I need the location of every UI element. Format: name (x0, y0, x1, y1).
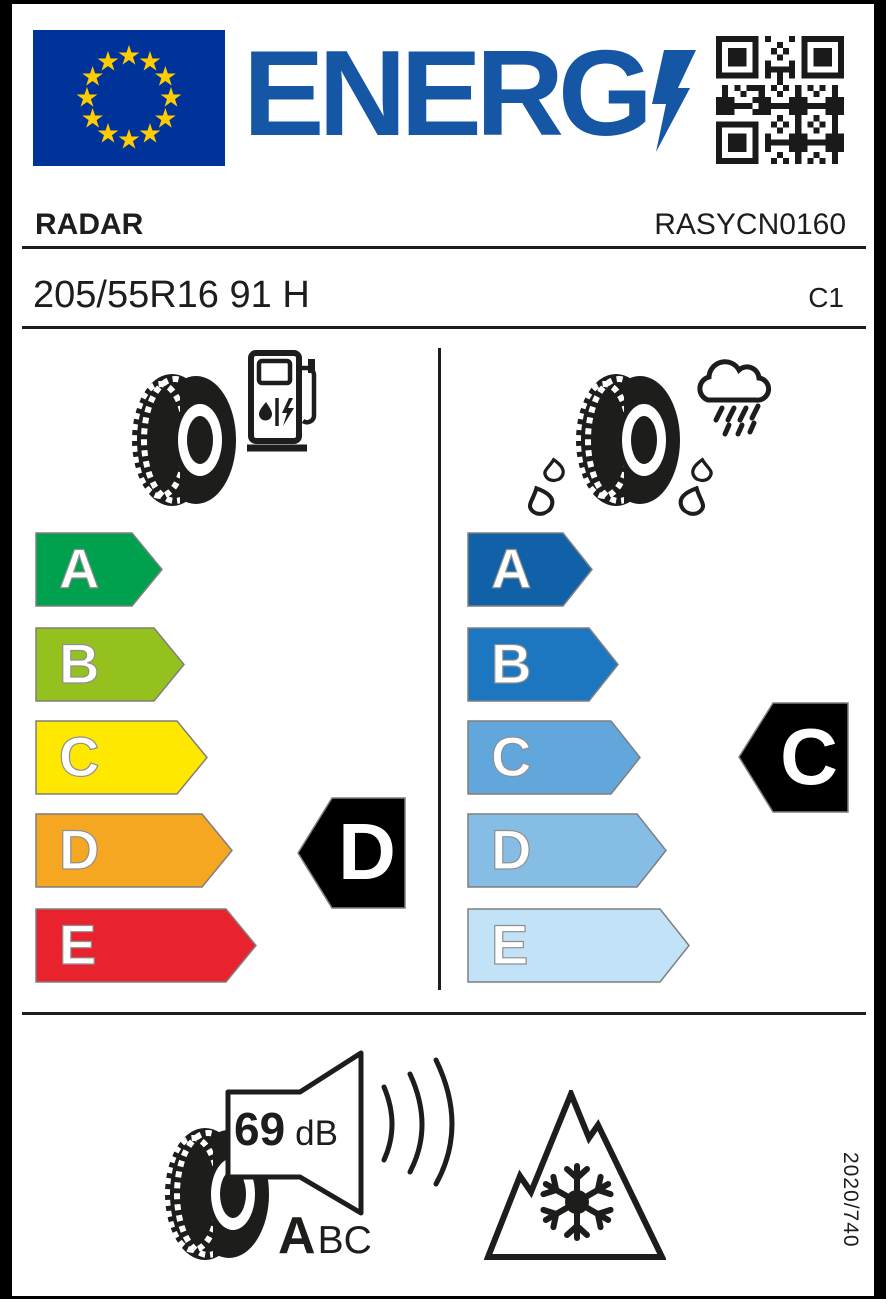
fuel-pump-icon (247, 350, 325, 452)
noise-class-scale (278, 1207, 372, 1265)
wet-scale-letter: D (491, 818, 532, 881)
divider-mid (22, 326, 866, 329)
fuel-scale-letter: B (59, 632, 100, 695)
fuel-scale-letter: A (59, 537, 100, 600)
noise-value-box (234, 1103, 338, 1155)
wet-rating-letter: C (780, 712, 838, 801)
noise-class-rating: A (278, 1207, 316, 1265)
lightning-bolt-icon (652, 50, 696, 152)
tyre-icon (130, 372, 240, 508)
water-splash-icon (518, 480, 561, 522)
noise-class-rest: BC (317, 1219, 372, 1262)
eu-flag-stars: ★ ★ ★ ★ ★ ★ ★ ★ ★ ★ ★ ★ (74, 40, 184, 155)
eu-flag-icon (33, 30, 225, 166)
brand-name: RADAR (35, 208, 144, 241)
fuel-scale-letter: E (59, 913, 97, 976)
divider-bottom (22, 1012, 866, 1015)
water-splash-icon (687, 455, 718, 485)
tyre-class: C1 (808, 282, 844, 313)
fuel-scale-letter: C (59, 725, 100, 788)
wet-scale-letter: B (491, 632, 532, 695)
fuel-rating-letter: D (338, 807, 396, 896)
fuel-scale-arrow-b (35, 627, 185, 702)
noise-unit: dB (295, 1114, 338, 1153)
wet-scale-arrow-b (467, 627, 619, 702)
qr-code-icon (716, 36, 844, 164)
wet-scale-letter: C (491, 725, 532, 788)
fuel-scale-letter: D (59, 818, 100, 881)
divider-top (22, 246, 866, 249)
wet-scale-letter: E (491, 913, 529, 976)
energ-logo-text: ENERG (243, 25, 647, 161)
snowflake-mountain-icon (484, 1090, 666, 1264)
sound-waves-icon (384, 1060, 452, 1184)
noise-value: 69 (234, 1103, 286, 1155)
regulation-number: 2020/740 (839, 1152, 862, 1248)
tyre-size-designation: 205/55R16 91 H (33, 274, 310, 316)
column-divider (438, 348, 441, 990)
wet-scale-letter: A (491, 537, 532, 600)
rain-cloud-icon (684, 350, 782, 438)
tyre-icon (574, 372, 684, 508)
product-code: RASYCN0160 (654, 208, 846, 241)
